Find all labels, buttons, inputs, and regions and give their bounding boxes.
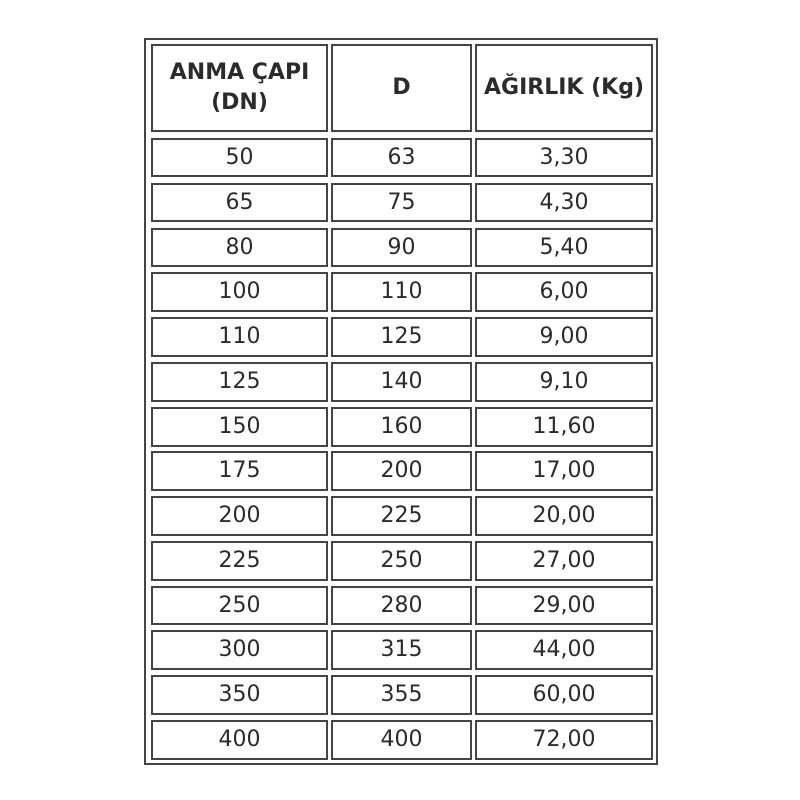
- cell-dn: 125: [151, 362, 328, 402]
- pipe-weight-table: [144, 38, 658, 765]
- cell-weight: 4,30: [475, 183, 653, 222]
- cell-d: 63: [331, 138, 472, 177]
- cell-dn: 250: [151, 586, 328, 625]
- cell-weight: 11,60: [475, 407, 653, 447]
- cell-weight: 29,00: [475, 586, 653, 625]
- cell-d: 200: [331, 451, 472, 491]
- cell-dn: 80: [151, 228, 328, 267]
- cell-dn: 110: [151, 317, 328, 357]
- cell-d: 400: [331, 720, 472, 760]
- cell-d: 110: [331, 272, 472, 312]
- cell-dn: 100: [151, 272, 328, 312]
- cell-dn: 175: [151, 451, 328, 491]
- cell-dn: 150: [151, 407, 328, 447]
- header-d: [331, 44, 472, 132]
- header-label: D: [392, 75, 411, 101]
- cell-dn: 400: [151, 720, 328, 760]
- cell-weight: 60,00: [475, 675, 653, 715]
- header-label: AĞIRLIK (Kg): [483, 75, 645, 101]
- cell-d: 140: [331, 362, 472, 402]
- cell-dn: 350: [151, 675, 328, 715]
- cell-weight: 6,00: [475, 272, 653, 312]
- cell-d: 315: [331, 630, 472, 670]
- header-weight: [475, 44, 653, 132]
- cell-d: 355: [331, 675, 472, 715]
- header-label: ANMA ÇAPI (DN): [169, 60, 310, 115]
- cell-d: 160: [331, 407, 472, 447]
- cell-weight: 9,00: [475, 317, 653, 357]
- cell-weight: 17,00: [475, 451, 653, 491]
- cell-d: 75: [331, 183, 472, 222]
- cell-dn: 225: [151, 541, 328, 581]
- header-nominal-diameter: [151, 44, 328, 132]
- cell-d: 280: [331, 586, 472, 625]
- cell-weight: 5,40: [475, 228, 653, 267]
- cell-d: 250: [331, 541, 472, 581]
- cell-d: 225: [331, 496, 472, 536]
- cell-d: 90: [331, 228, 472, 267]
- cell-dn: 65: [151, 183, 328, 222]
- cell-weight: 20,00: [475, 496, 653, 536]
- cell-weight: 72,00: [475, 720, 653, 760]
- cell-d: 125: [331, 317, 472, 357]
- cell-dn: 200: [151, 496, 328, 536]
- cell-dn: 50: [151, 138, 328, 177]
- cell-dn: 300: [151, 630, 328, 670]
- cell-weight: 3,30: [475, 138, 653, 177]
- cell-weight: 27,00: [475, 541, 653, 581]
- cell-weight: 44,00: [475, 630, 653, 670]
- cell-weight: 9,10: [475, 362, 653, 402]
